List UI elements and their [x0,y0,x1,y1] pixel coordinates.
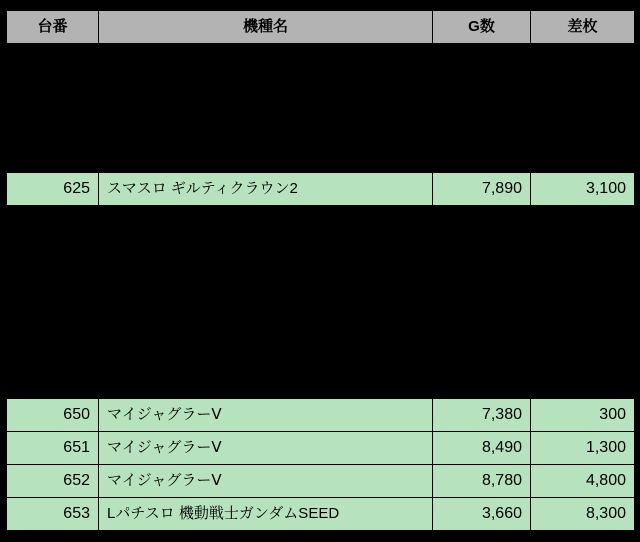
table-cell-blank [7,140,99,173]
cell-dai: 652 [7,465,99,498]
cell-dai: 653 [7,498,99,531]
cell-diff-medals: 3,100 [531,173,635,206]
table-row-blank [7,44,635,77]
table-cell-blank [7,302,99,334]
table-cell-blank [433,206,531,239]
cell-diff-medals: 8,300 [531,498,635,531]
cell-machine-name: マイジャグラーⅤ [99,432,433,465]
cell-dai: 625 [7,173,99,206]
cell-machine-name: スマスロ ギルティクラウン2 [99,173,433,206]
table-row-blank [7,140,635,173]
table-cell-blank [433,270,531,302]
table-row-blank [7,334,635,366]
cell-machine-name: マイジャグラーⅤ [99,465,433,498]
table-row[interactable] [7,432,635,465]
table-header-row [7,11,635,44]
table-cell-blank [531,76,635,108]
table-cell-blank [531,334,635,366]
table-row-blank [7,238,635,270]
cell-game-count: 7,380 [433,399,531,432]
table-cell-blank [99,302,433,334]
table-row[interactable] [7,399,635,432]
table-cell-blank [7,334,99,366]
machine-results-table [6,10,635,531]
table-cell-blank [7,270,99,302]
cell-diff-medals: 1,300 [531,432,635,465]
table-cell-blank [531,270,635,302]
table-cell-blank [531,140,635,173]
table-cell-blank [7,238,99,270]
table-cell-blank [433,238,531,270]
results-table-sheet [0,10,640,542]
table-cell-blank [531,206,635,239]
table-cell-blank [99,238,433,270]
table-cell-blank [433,302,531,334]
table-cell-blank [531,366,635,399]
table-row[interactable] [7,498,635,531]
column-header-diff: 差枚 [531,11,635,44]
table-cell-blank [99,108,433,140]
table-cell-blank [99,44,433,77]
table-cell-blank [7,108,99,140]
cell-dai: 651 [7,432,99,465]
table-cell-blank [7,366,99,399]
table-row-blank [7,76,635,108]
cell-game-count: 8,780 [433,465,531,498]
table-row-blank [7,302,635,334]
table-cell-blank [99,334,433,366]
cell-dai: 650 [7,399,99,432]
table-cell-blank [99,140,433,173]
table-cell-blank [99,366,433,399]
table-cell-blank [99,76,433,108]
table-row[interactable] [7,173,635,206]
table-cell-blank [7,44,99,77]
table-body [7,44,635,531]
table-cell-blank [531,302,635,334]
table-cell-blank [531,44,635,77]
column-header-name: 機種名 [99,11,433,44]
table-row-blank [7,270,635,302]
table-cell-blank [99,206,433,239]
cell-machine-name: Lパチスロ 機動戦士ガンダムSEED [99,498,433,531]
table-row-blank [7,108,635,140]
table-cell-blank [531,238,635,270]
table-cell-blank [433,76,531,108]
table-cell-blank [99,270,433,302]
table-cell-blank [7,76,99,108]
table-row-blank [7,366,635,399]
table-cell-blank [433,108,531,140]
table-row[interactable] [7,465,635,498]
cell-diff-medals: 4,800 [531,465,635,498]
column-header-dai: 台番 [7,11,99,44]
column-header-game: G数 [433,11,531,44]
table-header [7,11,635,44]
cell-game-count: 3,660 [433,498,531,531]
cell-diff-medals: 300 [531,399,635,432]
table-row-blank [7,206,635,239]
table-cell-blank [433,44,531,77]
table-cell-blank [433,140,531,173]
table-cell-blank [7,206,99,239]
cell-game-count: 7,890 [433,173,531,206]
table-cell-blank [531,108,635,140]
table-cell-blank [433,366,531,399]
cell-machine-name: マイジャグラーⅤ [99,399,433,432]
table-cell-blank [433,334,531,366]
cell-game-count: 8,490 [433,432,531,465]
